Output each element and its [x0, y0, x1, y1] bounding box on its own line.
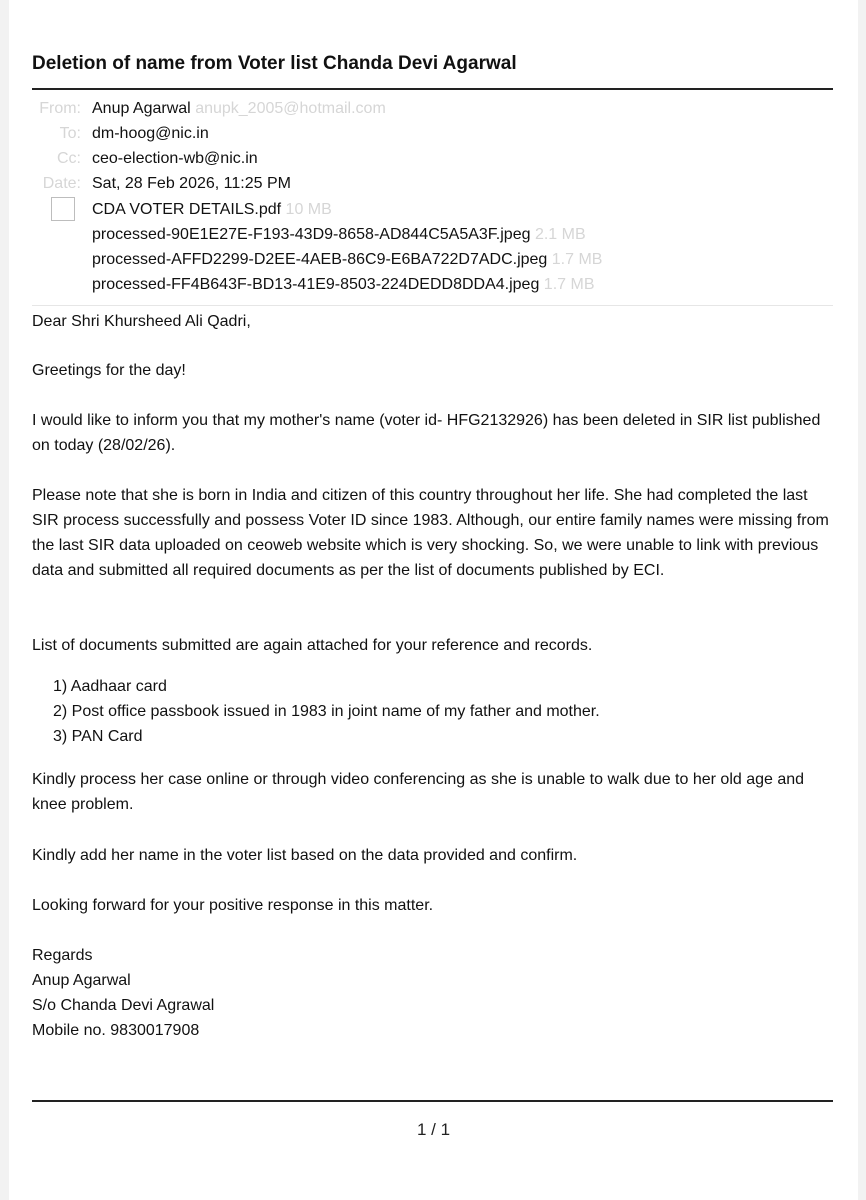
- list-item: 1) Aadhaar card: [53, 678, 167, 695]
- from-name: Anup Agarwal: [92, 100, 191, 117]
- paragraph-closing: Looking forward for your positive response in this matter.: [32, 897, 434, 914]
- cc-value: ceo-election-wb@nic.in: [92, 150, 258, 167]
- attachment-item[interactable]: [92, 276, 594, 294]
- attachment-item[interactable]: [92, 226, 586, 244]
- paragraph-deletion-notice: I would like to inform you that my mother's name (voter id- HFG2132926) has been deleted in SIR list published on today (28/02/26).: [32, 412, 821, 454]
- signature-block: [32, 943, 837, 1043]
- from-row: [9, 100, 858, 122]
- attachment-name: CDA VOTER DETAILS.pdf: [92, 201, 282, 218]
- to-value: dm-hoog@nic.in: [92, 125, 209, 142]
- paragraph-citizenship: Please note that she is born in India and citizen of this country throughout her life. She had completed the last SIR process successfully and possess Voter ID since 1983. Although, our entire family names were missing from the last SIR data uploaded on ceoweb website which is very shocking. So, we were unable to link with previous data and submitted all required documents as per the list of documents published by ECI.: [32, 487, 829, 579]
- attachment-size: 1.7 MB: [551, 251, 603, 268]
- body-divider: [32, 305, 833, 306]
- signature-line: Anup Agarwal: [32, 972, 131, 989]
- attachment-size: 2.1 MB: [534, 226, 586, 243]
- attachment-checkbox[interactable]: [51, 197, 75, 221]
- date-value: Sat, 28 Feb 2026, 11:25 PM: [92, 175, 291, 192]
- attachment-item[interactable]: [92, 201, 332, 219]
- paragraph-add-name: Kindly add her name in the voter list based on the data provided and confirm.: [32, 847, 578, 864]
- attachment-item[interactable]: [92, 251, 602, 269]
- from-email: anupk_2005@hotmail.com: [195, 100, 386, 117]
- signature-line: S/o Chanda Devi Agrawal: [32, 997, 215, 1014]
- document-page: [9, 0, 858, 1200]
- date-label: Date:: [42, 175, 81, 192]
- attachment-name: processed-90E1E27E-F193-43D9-8658-AD844C5A5A3F.jpeg: [92, 226, 531, 243]
- cc-label: Cc:: [57, 150, 81, 167]
- signature-line: Mobile no. 9830017908: [32, 1022, 200, 1039]
- to-label: To:: [59, 125, 81, 142]
- to-row: [9, 125, 858, 147]
- list-item: 3) PAN Card: [53, 728, 143, 745]
- paragraph-documents-intro: List of documents submitted are again attached for your reference and records.: [32, 637, 593, 654]
- salutation: Dear Shri Khursheed Ali Qadri,: [32, 313, 251, 330]
- page-indicator: 1 / 1: [416, 1120, 451, 1139]
- attachment-name: processed-FF4B643F-BD13-41E9-8503-224DEDD8DDA4.jpeg: [92, 276, 540, 293]
- cc-row: [9, 150, 858, 172]
- greeting: Greetings for the day!: [32, 362, 186, 379]
- signature-line: Regards: [32, 947, 93, 964]
- footer-divider: [32, 1100, 833, 1102]
- header-divider: [32, 88, 833, 90]
- attachment-size: 10 MB: [285, 201, 332, 218]
- attachment-size: 1.7 MB: [543, 276, 595, 293]
- paragraph-request-online: Kindly process her case online or through video conferencing as she is unable to walk due to her old age and knee problem.: [32, 771, 805, 813]
- email-subject: Deletion of name from Voter list Chanda Devi Agarwal: [32, 53, 517, 74]
- attachment-name: processed-AFFD2299-D2EE-4AEB-86C9-E6BA722D7ADC.jpeg: [92, 251, 548, 268]
- date-row: [9, 175, 858, 197]
- from-label: From:: [39, 100, 81, 117]
- list-item: 2) Post office passbook issued in 1983 in joint name of my father and mother.: [53, 703, 600, 720]
